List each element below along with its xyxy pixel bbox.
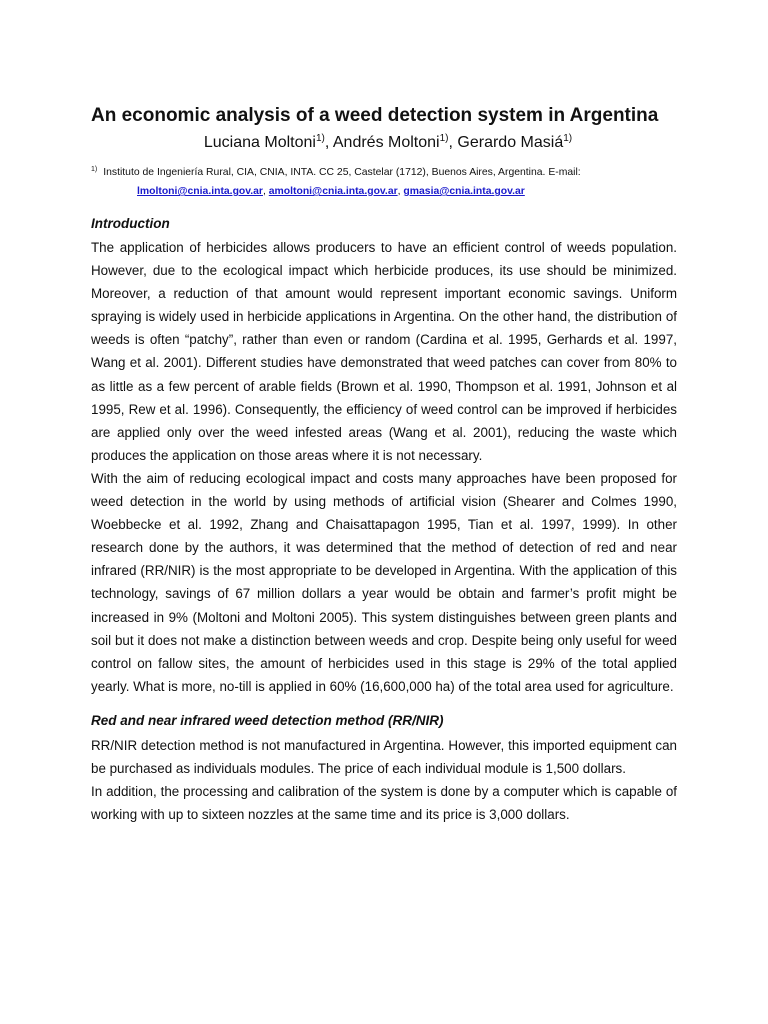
paragraph: In addition, the processing and calibration of the system is done by a computer which is capable of working with up to sixteen nozzles at the same time and its price is 3,000 dollars. — [91, 784, 677, 823]
email-list: lmoltoni@cnia.inta.gov.ar, amoltoni@cnia.inta.gov.ar, gmasia@cnia.inta.gov.ar — [137, 186, 525, 197]
author-affiliation-mark: 1) — [315, 133, 325, 144]
paper-title: An economic analysis of a weed detection system in Argentina — [91, 105, 659, 126]
author-list — [91, 129, 677, 153]
affiliation-text: Instituto de Ingeniería Rural, CIA, CNIA, INTA. CC 25, Castelar (1712), Buenos Aires, Argentina. E-mail: — [103, 167, 581, 178]
email-link-amoltoni[interactable]: amoltoni@cnia.inta.gov.ar — [268, 186, 398, 197]
paper-page — [91, 104, 677, 826]
author-separator: , — [448, 134, 458, 151]
section-heading-introduction: Introduction — [91, 216, 170, 231]
paragraph: RR/NIR detection method is not manufactured in Argentina. However, this imported equipment can be purchased as individuals modules. The price of each individual module is 1,500 dollars. — [91, 737, 677, 776]
affiliation — [91, 160, 677, 201]
author-name: Luciana Moltoni — [203, 134, 316, 151]
email-link-gmasia[interactable]: gmasia@cnia.inta.gov.ar — [403, 186, 525, 197]
paragraph: With the aim of reducing ecological impact and costs many approaches have been proposed for weed detection in the world by using methods of artificial vision (Shearer and Colmes 1990, Woebbecke et al. 1992, Zhang and Chaisattapagon 1995, Tian et al. 1997, 1999). In other research done by the authors, it was determined that the method of detection of red and near infrared (RR/NIR) is the most appropriate to be developed in Argentina. With the application of this technology, savings of 67 million dollars a year would be obtain and farmer’s profit might be increased in 9% (Moltoni and Moltoni 2005). This system distinguishes between green plants and soil but it does not make a distinction between weeds and crop. Despite being only useful for weed control on fallow sites, the amount of herbicides used in this stage is 29% of the total applied yearly. What is more, no-till is applied in 60% (16,600,000 ha) of the total area used for agriculture. — [91, 470, 677, 694]
paragraph: The application of herbicides allows producers to have an efficient control of weeds population. However, due to the ecological impact which herbicide produces, its use should be minimized. Moreover, a reduction of that amount would represent important economic savings. Uniform spraying is widely used in herbicide applications in Argentina. On the other hand, the distribution of weeds is often “patchy”, rather than even or random (Cardina et al. 1995, Gerhards et al. 1997, Wang et al. 2001). Different studies have demonstrated that weed patches can cover from 80% to as little as a few percent of arable fields (Brown et al. 1990, Thompson et al. 1991, Johnson et al 1995, Rew et al. 1996). Consequently, the efficiency of weed control can be improved if herbicides are applied only over the weed infested areas (Wang et al. 2001), reducing the waste which produces the application on those areas where it is not necessary. — [91, 240, 677, 463]
section-heading-rr-nir: Red and near infrared weed detection method (RR/NIR) — [91, 712, 444, 728]
email-link-lmoltoni[interactable]: lmoltoni@cnia.inta.gov.ar — [137, 186, 263, 197]
author-separator: , — [324, 134, 333, 151]
author-affiliation-mark: 1) — [563, 133, 573, 144]
author-name: Gerardo Masiá — [457, 134, 564, 151]
author-affiliation-mark: 1) — [439, 133, 449, 144]
affiliation-mark: 1) — [91, 166, 98, 173]
author-name: Andrés Moltoni — [332, 134, 440, 151]
